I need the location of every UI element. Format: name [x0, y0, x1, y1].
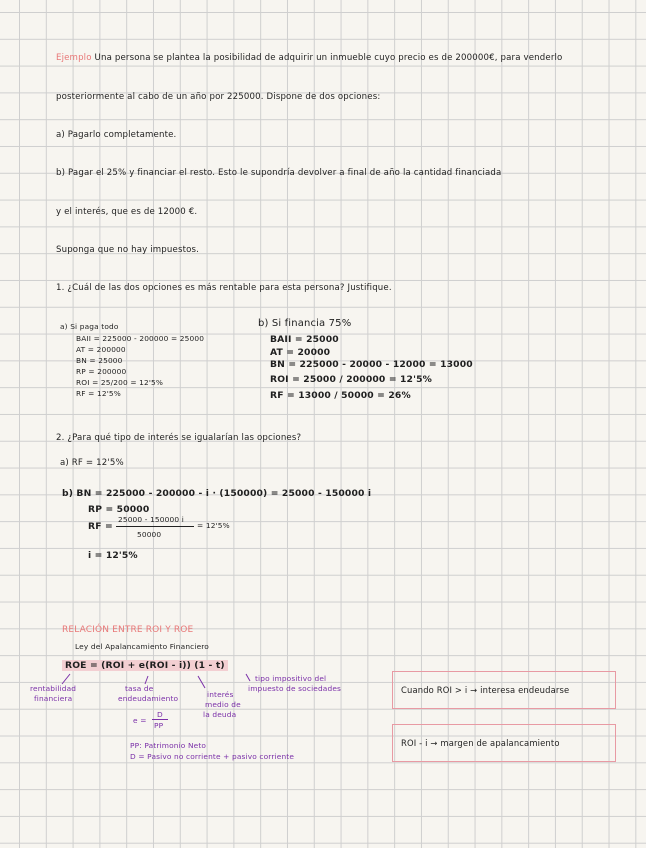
answer-a-title: a) Si paga todo [60, 322, 119, 331]
label-tipo-1: tipo impositivo del [255, 674, 327, 683]
arrow-tipo [246, 674, 250, 681]
answer-b-line-2: AT = 20000 [270, 347, 331, 358]
rf-label: RF = [88, 521, 113, 532]
answer-b-line-5: RF = 13000 / 50000 = 26% [270, 390, 411, 401]
label-rentabilidad-2: financiera [34, 694, 73, 703]
assumption: Suponga que no hay impuestos. [56, 245, 200, 255]
definition-d: D = Pasivo no corriente + pasivo corriente [130, 752, 295, 761]
label-interes-1: interés [207, 690, 234, 699]
note-box-1 [392, 671, 616, 709]
e-numerator: D [157, 710, 163, 719]
label-tasa-2: endeudamiento [118, 694, 179, 703]
answer-a-line-2: AT = 200000 [76, 345, 126, 354]
answer-2-b-line-2: RP = 50000 [88, 504, 150, 515]
intro-line-1: Una persona se plantea la posibilidad de adquirir un inmueble cuyo precio es de 200000€, para venderlo [94, 53, 563, 63]
relation-heading: RELACIÓN ENTRE ROI Y ROE [62, 625, 194, 635]
answer-2-b-line-1: b) BN = 225000 - 200000 - i · (150000) = 25000 - 150000 i [62, 488, 372, 499]
example-label: Ejemplo [56, 53, 92, 63]
answer-2-a: a) RF = 12'5% [60, 458, 124, 468]
answer-b-title: b) Si financia 75% [258, 318, 352, 329]
note-box-2 [392, 724, 616, 762]
answer-b-line-1: BAII = 25000 [270, 334, 339, 345]
arrow-rentabilidad [62, 674, 70, 684]
answer-b-line-3: BN = 225000 - 20000 - 12000 = 13000 [270, 359, 473, 370]
rf-result: = 12'5% [197, 521, 230, 530]
roe-formula-text: ROE = (ROI + e(ROI - i)) (1 - t) [62, 660, 228, 671]
question-1-prompt: 1. ¿Cuál de las dos opciones es más rentable para esta persona? Justifique. [56, 283, 392, 293]
option-b-line-1: b) Pagar el 25% y financiar el resto. Esto le supondría devolver a final de año la cantidad financiada [56, 168, 502, 178]
option-b-line-2: y el interés, que es de 12000 €. [56, 207, 198, 217]
label-interes-2: medio de [205, 700, 241, 709]
answer-a-line-6: RF = 12'5% [76, 389, 121, 398]
rf-numerator: 25000 - 150000 i [118, 515, 184, 524]
answer-b-line-4: ROI = 25000 / 200000 = 12'5% [270, 374, 432, 385]
label-tipo-2: impuesto de sociedades [248, 684, 342, 693]
note-box-2-text: ROI - i → margen de apalancamiento [401, 738, 560, 748]
i-line: i = 12'5% [88, 550, 138, 561]
relation-subtitle: Ley del Apalancamiento Financiero [75, 642, 209, 651]
note-box-1-text: Cuando ROI > i → interesa endeudarse [401, 685, 570, 695]
arrow-tasa [145, 676, 148, 684]
question-2-prompt: 2. ¿Para qué tipo de interés se igualarían las opciones? [56, 433, 302, 443]
e-denominator: PP [154, 721, 164, 730]
answer-a-line-5: ROI = 25/200 = 12'5% [76, 378, 164, 387]
definition-pp: PP: Patrimonio Neto [130, 741, 207, 750]
label-rentabilidad-1: rentabilidad [30, 684, 77, 693]
label-interes-3: la deuda [203, 710, 237, 719]
intro-line-2: posteriormente al cabo de un año por 225000. Dispone de dos opciones: [56, 92, 381, 102]
e-formula-lhs: e = [133, 716, 147, 725]
option-a: a) Pagarlo completamente. [56, 130, 177, 140]
arrow-interes [198, 676, 205, 688]
answer-a-line-3: BN = 25000 [76, 356, 123, 365]
answer-a-line-1: BAII = 225000 - 200000 = 25000 [76, 334, 205, 343]
e-fraction-bar [152, 719, 168, 720]
answer-a-line-4: RP = 200000 [76, 367, 127, 376]
rf-denominator: 50000 [137, 530, 162, 539]
label-tasa-1: tasa de [125, 684, 154, 693]
